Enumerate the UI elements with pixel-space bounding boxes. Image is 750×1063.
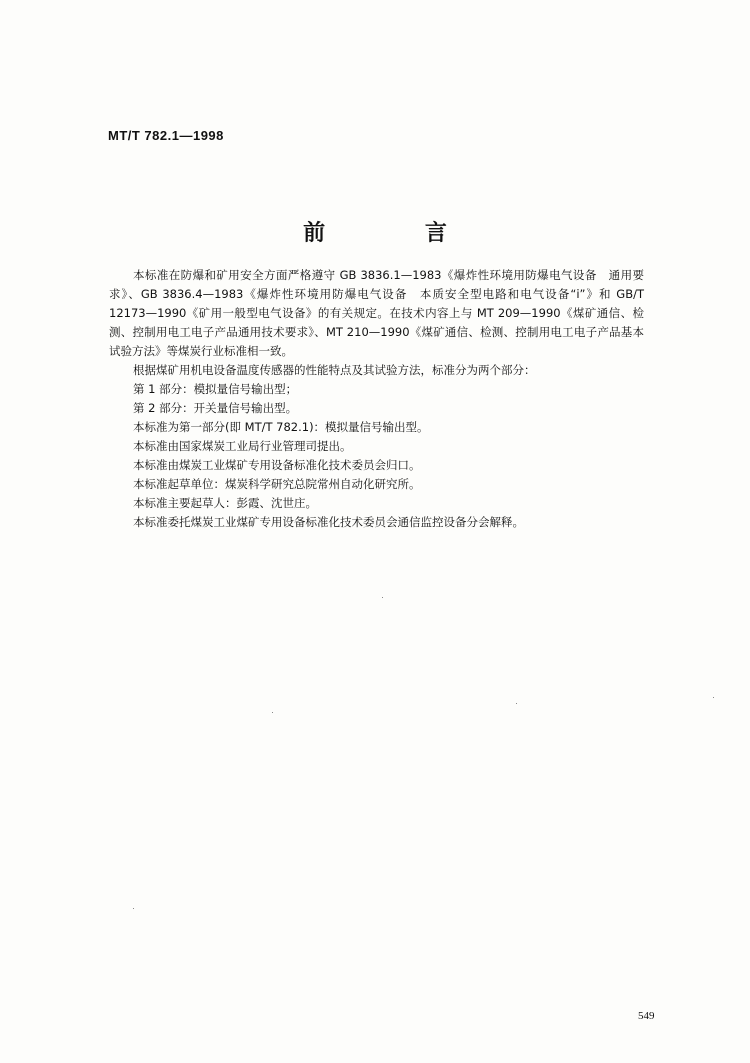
paragraph-drafting-unit: 本标准起草单位：煤炭科学研究总院常州自动化研究所。 [133,477,421,491]
standard-code: MT/T 782.1—1998 [108,128,224,143]
paragraph-part-2: 第 2 部分：开关量信号输出型。 [133,401,298,415]
scan-speck [382,597,383,598]
page-title: 前 言 [303,221,493,246]
paragraph-this-part: 本标准为第一部分(即 MT/T 782.1)：模拟量信号输出型。 [133,420,429,434]
paragraph-parts-intro: 根据煤矿用机电设备温度传感器的性能特点及其试验方法，标准分为两个部分： [133,363,536,377]
scan-speck [133,908,134,909]
scan-speck [272,712,273,713]
foreword-body [109,266,644,532]
scan-speck [713,697,714,698]
paragraph-drafters: 本标准主要起草人：彭霞、沈世庄。 [133,496,317,510]
paragraph-proposer: 本标准由国家煤炭工业局行业管理司提出。 [133,439,352,453]
paragraph-part-1: 第 1 部分：模拟量信号输出型； [133,382,298,396]
paragraph-compliance: 本标准在防爆和矿用安全方面严格遵守 GB 3836.1—1983《爆炸性环境用防爆电气设备 通用要求》、GB 3836.4—1983《爆炸性环境用防爆电气设备 本质安全型电路和电气设备“i”》和 GB/T 12173—1990《矿用一般型电气设备》的有关规定。在技术内容上与 MT 209—1990《煤矿通信、检测、控制用电工电子产品通用技术要求》、MT 210—1990《煤矿通信、检测、控制用电工电子产品基本试验方法》等煤炭行业标准相一致。 [109,268,644,358]
paragraph-centralized: 本标准由煤炭工业煤矿专用设备标准化技术委员会归口。 [133,458,421,472]
page-number: 549 [638,1010,655,1022]
paragraph-interpretation: 本标准委托煤炭工业煤矿专用设备标准化技术委员会通信监控设备分会解释。 [133,515,524,529]
scan-speck [516,703,517,704]
